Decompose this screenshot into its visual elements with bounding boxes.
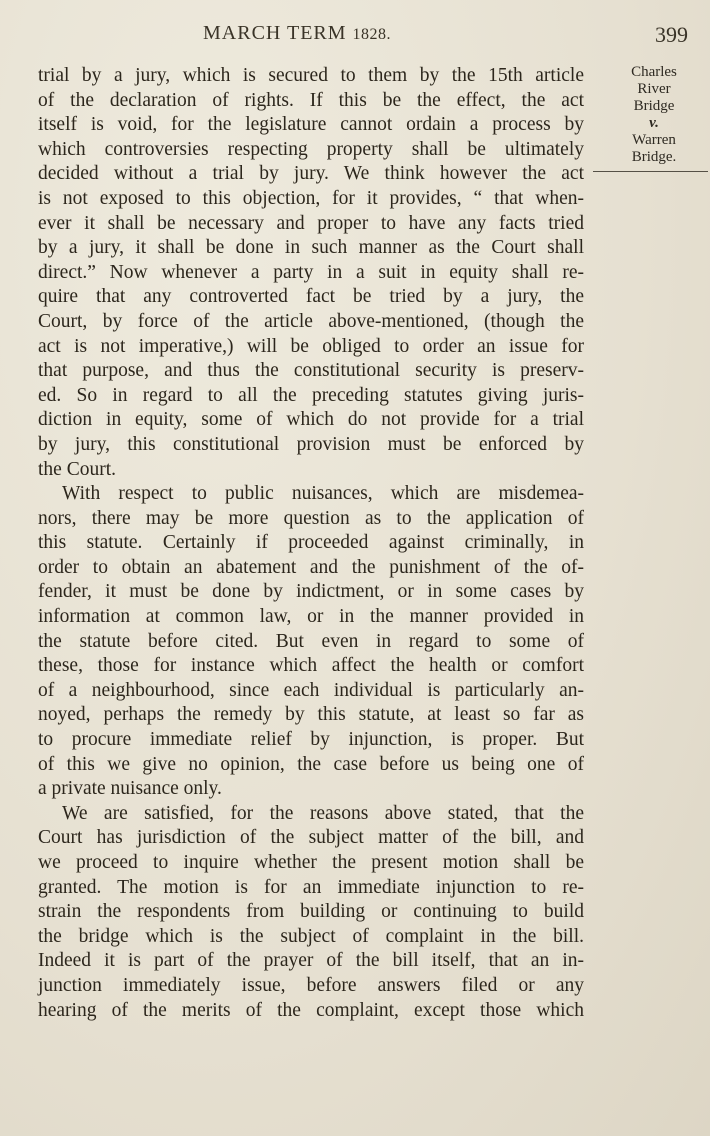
margin-note-line: Bridge bbox=[633, 98, 675, 114]
text-line: trial by a jury, which is secured to them by the 15th article bbox=[38, 65, 584, 86]
text-line: direct.” Now whenever a party in a suit in equity shall re- bbox=[38, 261, 584, 283]
text-line: strain the respondents from building or continuing to build bbox=[38, 901, 584, 923]
text-line: noyed, perhaps the remedy by this statute, at least so far as bbox=[38, 704, 584, 726]
running-head-year: 1828. bbox=[352, 26, 392, 43]
text-line: is not exposed to this objection, for it provides, “ that when- bbox=[38, 187, 584, 209]
text-line: of a neighbourhood, since each individual is particularly an- bbox=[38, 679, 584, 701]
body-text bbox=[38, 64, 584, 1023]
text-line: by jury, this constitutional provision must be enforced by bbox=[38, 433, 584, 455]
paragraph bbox=[38, 802, 584, 1023]
text-line: information at common law, or in the manner provided in bbox=[38, 606, 584, 628]
text-line: With respect to public nuisances, which are misdemea- bbox=[62, 483, 584, 505]
text-line: Court, by force of the article above-mentioned, (though the bbox=[38, 310, 584, 332]
text-line: nors, there may be more question as to the application of bbox=[38, 507, 584, 529]
page-number: 399 bbox=[655, 22, 688, 47]
text-line: which controversies respecting property shall be ultimately bbox=[38, 138, 584, 160]
text-line: ever it shall be necessary and proper to have any facts tried bbox=[38, 212, 584, 234]
paragraph bbox=[38, 64, 584, 482]
text-line: act is not imperative,) will be obliged to order an issue for bbox=[38, 335, 584, 357]
page-header bbox=[0, 22, 710, 52]
text-line: of this we give no opinion, the case before us being one of bbox=[38, 753, 584, 775]
text-line: fender, it must be done by indictment, or in some cases by bbox=[38, 581, 584, 603]
text-line: decided without a trial by jury. We think however the act bbox=[38, 163, 584, 185]
text-line: diction in equity, some of which do not provide for a trial bbox=[38, 409, 584, 431]
text-line: the Court. bbox=[38, 458, 116, 480]
running-head-title: MARCH TERM bbox=[203, 22, 347, 44]
text-line: of the declaration of rights. If this be the effect, the act bbox=[38, 89, 584, 111]
text-line: the bridge which is the subject of complaint in the bill. bbox=[38, 925, 584, 947]
text-line: that purpose, and thus the constitutional security is preserv- bbox=[38, 360, 584, 382]
margin-note-rule bbox=[593, 171, 708, 172]
text-line: to procure immediate relief by injunction, is proper. But bbox=[38, 729, 584, 751]
text-line: ed. So in regard to all the preceding statutes giving juris- bbox=[38, 384, 584, 406]
text-line: junction immediately issue, before answers filed or any bbox=[38, 974, 584, 996]
text-line: quire that any controverted fact be tried by a jury, the bbox=[38, 286, 584, 308]
text-line: order to obtain an abatement and the punishment of the of- bbox=[38, 556, 584, 578]
margin-note-line: Bridge. bbox=[631, 149, 677, 165]
text-line: hearing of the merits of the complaint, except those which bbox=[38, 999, 584, 1021]
text-line: granted. The motion is for an immediate injunction to re- bbox=[38, 876, 584, 898]
text-line: these, those for instance which affect the health or comfort bbox=[38, 655, 584, 677]
text-line: We are satisfied, for the reasons above stated, that the bbox=[62, 802, 584, 824]
text-line: the statute before cited. But even in regard to some of bbox=[38, 630, 584, 652]
text-line: Indeed it is part of the prayer of the bill itself, that an in- bbox=[38, 950, 584, 972]
text-line: this statute. Certainly if proceeded against criminally, in bbox=[38, 532, 584, 554]
text-line: itself is void, for the legislature cannot ordain a process by bbox=[38, 114, 584, 136]
margin-note-line: Charles bbox=[631, 64, 677, 80]
margin-note-line: Warren bbox=[632, 132, 676, 148]
text-line: by a jury, it shall be done in such manner as the Court shall bbox=[38, 237, 584, 259]
margin-note-line: v. bbox=[649, 115, 659, 131]
margin-note-line: River bbox=[637, 81, 671, 97]
text-line: Court has jurisdiction of the subject matter of the bill, and bbox=[38, 827, 584, 849]
margin-note-case-name bbox=[600, 64, 708, 166]
text-line: we proceed to inquire whether the present motion shall be bbox=[38, 852, 584, 873]
running-head bbox=[203, 22, 391, 45]
text-line: a private nuisance only. bbox=[38, 778, 222, 800]
paragraph bbox=[38, 482, 584, 802]
